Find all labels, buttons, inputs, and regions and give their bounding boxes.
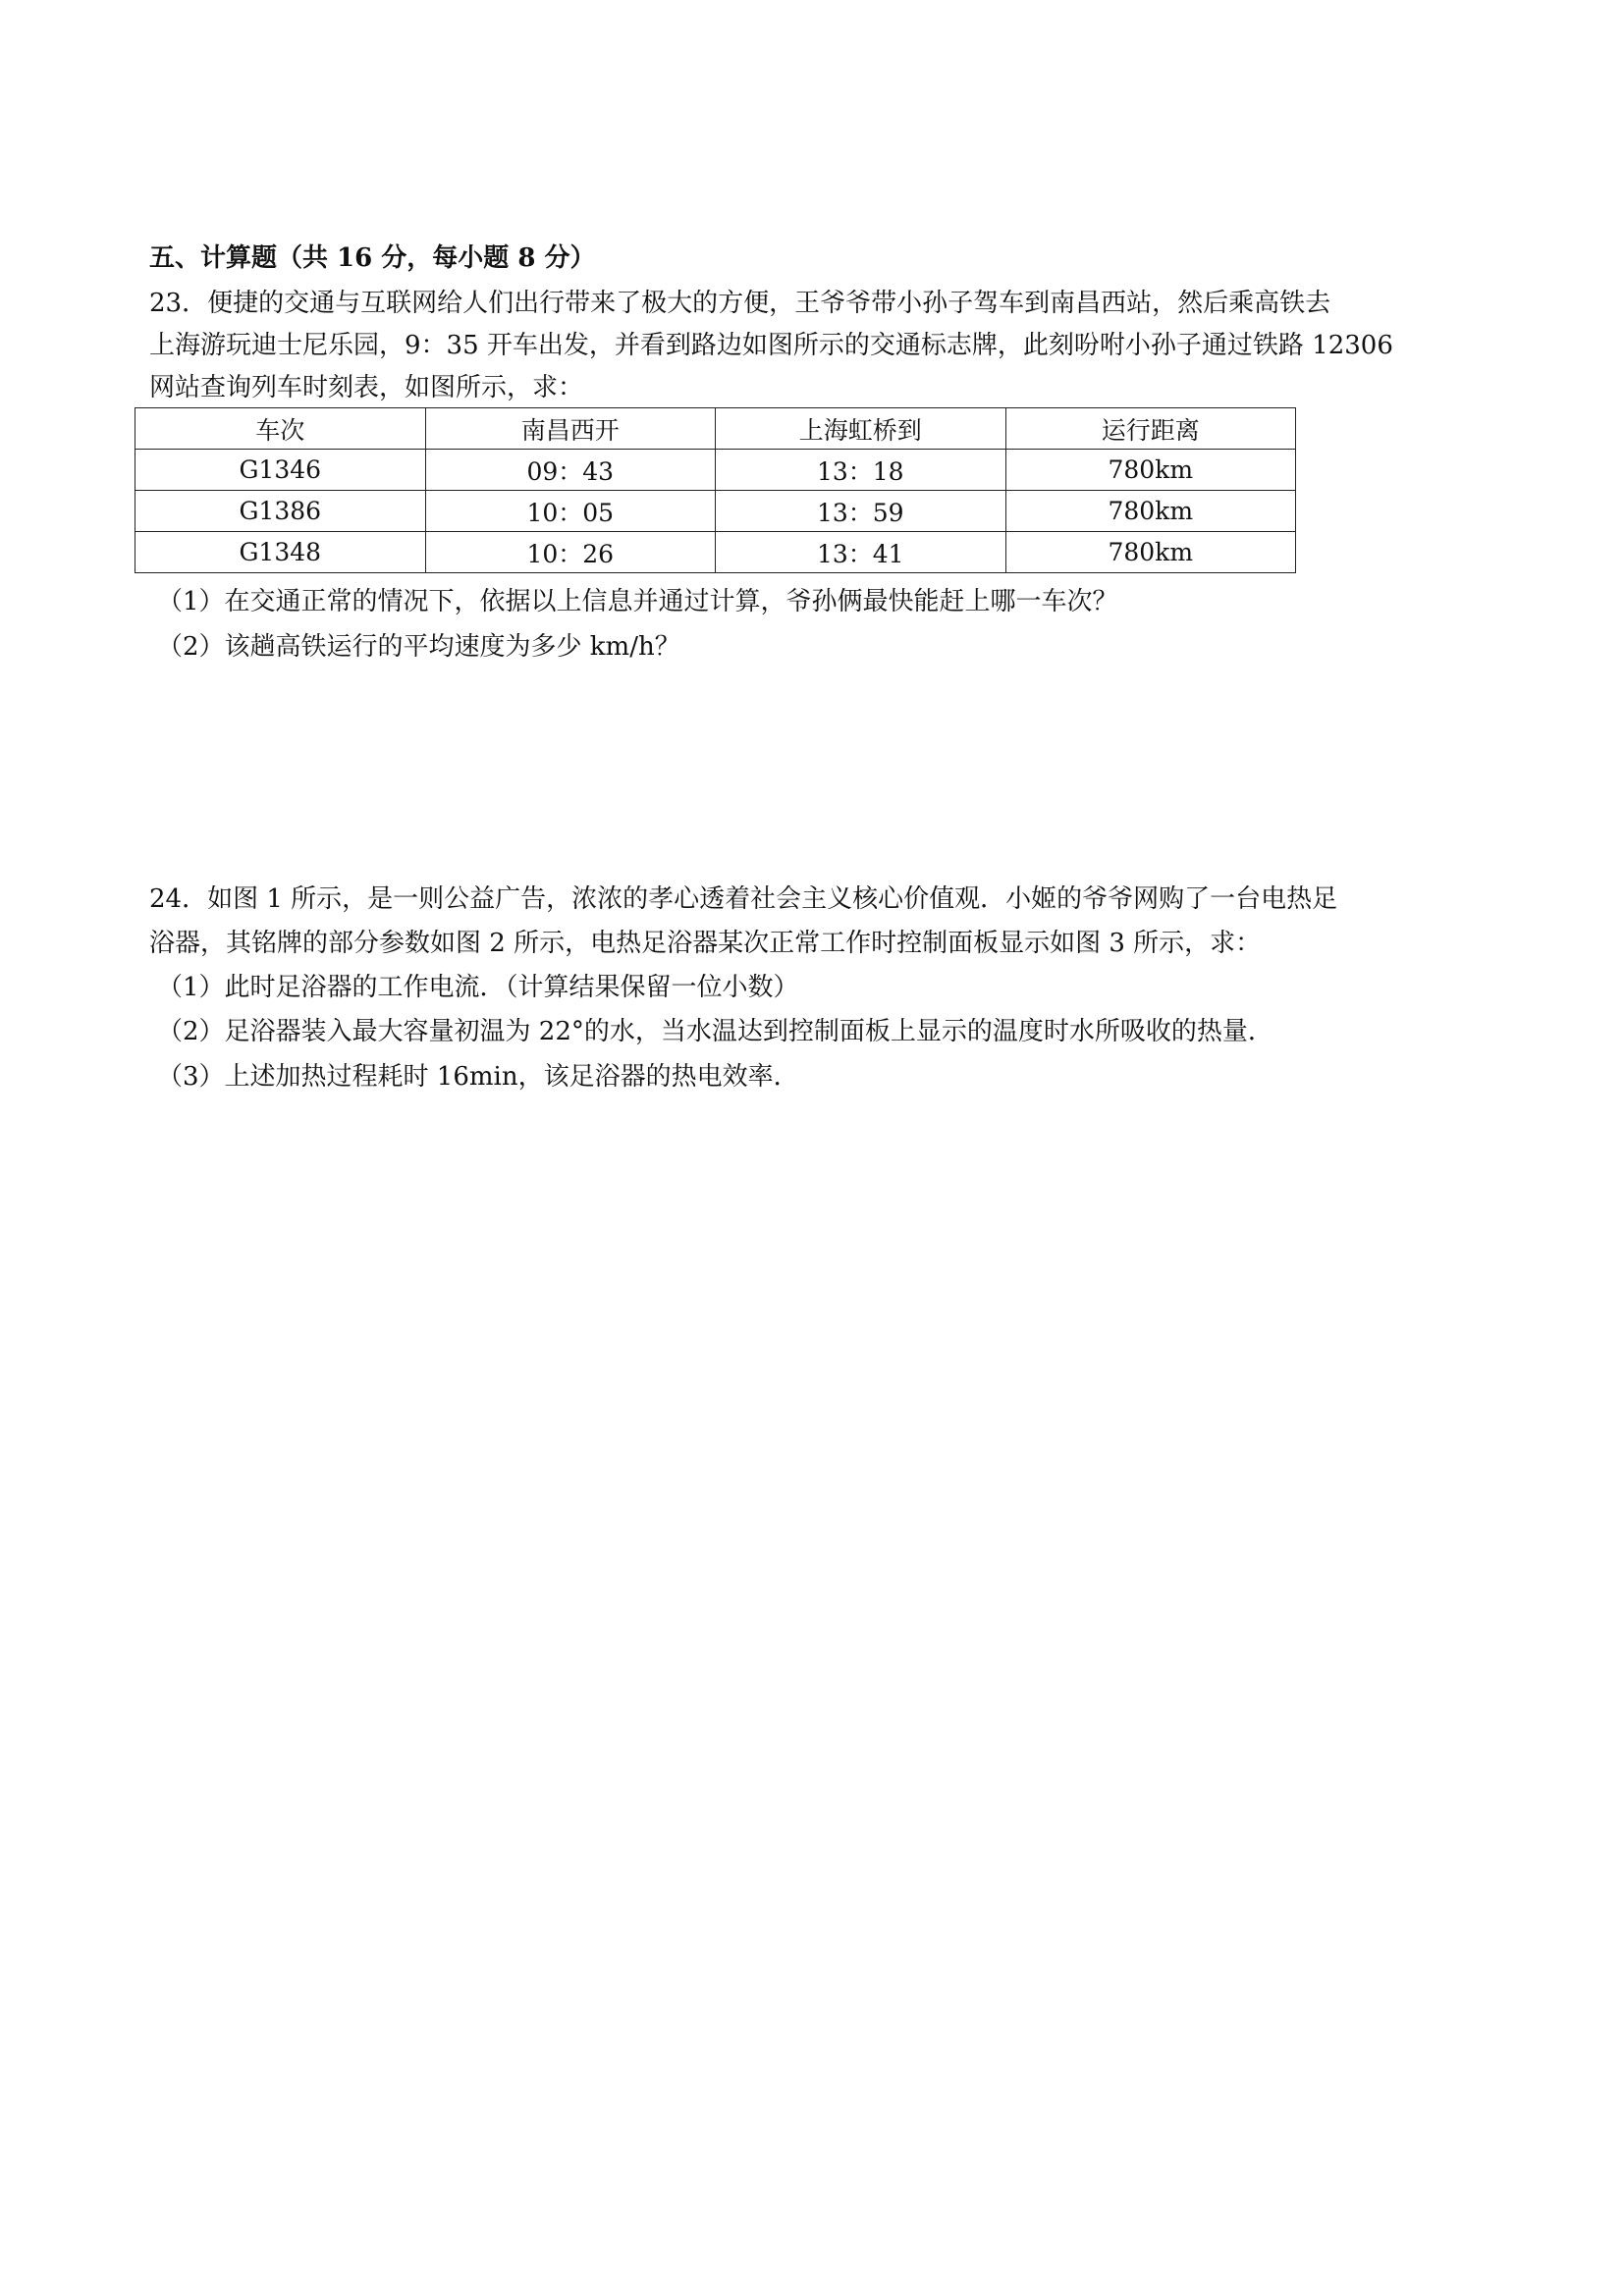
table-row: [135, 450, 1296, 491]
cell-train-number: G1348: [135, 532, 426, 573]
cell-distance: 780km: [1005, 491, 1296, 532]
header-depart-nanchang-west: 南昌西开: [425, 408, 716, 450]
header-arrive-shanghai-hongqiao: 上海虹桥到: [716, 408, 1006, 450]
question-23-line-2: 上海游玩迪士尼乐园，9：35 开车出发，并看到路边如图所示的交通标志牌，此刻吩咐小孙子通过铁路 12306: [149, 331, 1393, 360]
header-distance: 运行距离: [1005, 408, 1296, 450]
question-23-part-1: （1）在交通正常的情况下，依据以上信息并通过计算，爷孙俩最快能赶上哪一车次？: [157, 587, 1118, 616]
cell-depart-time: 10：05: [425, 491, 716, 532]
cell-depart-time: 10：26: [425, 532, 716, 573]
cell-arrive-time: 13：41: [716, 532, 1006, 573]
cell-distance: 780km: [1005, 532, 1296, 573]
table-header-row: [135, 408, 1296, 450]
table-row: [135, 491, 1296, 532]
section-heading: 五、计算题（共 16 分，每小题 8 分）: [149, 243, 596, 273]
question-23-line-1: 23．便捷的交通与互联网给人们出行带来了极大的方便，王爷爷带小孙子驾车到南昌西站，然后乘高铁去: [149, 289, 1331, 318]
cell-train-number: G1346: [135, 450, 426, 491]
cell-arrive-time: 13：59: [716, 491, 1006, 532]
cell-train-number: G1386: [135, 491, 426, 532]
cell-depart-time: 09：43: [425, 450, 716, 491]
question-24-line-2: 浴器，其铭牌的部分参数如图 2 所示，电热足浴器某次正常工作时控制面板显示如图 3 所示，求：: [149, 929, 1262, 958]
header-train-number: 车次: [135, 408, 426, 450]
question-23-line-3: 网站查询列车时刻表，如图所示，求：: [149, 373, 584, 402]
table-row: [135, 532, 1296, 573]
question-24-line-1: 24．如图 1 所示，是一则公益广告，浓浓的孝心透着社会主义核心价值观．小姬的爷爷网购了一台电热足: [149, 884, 1338, 914]
question-24-part-2: （2）足浴器装入最大容量初温为 22°的水，当水温达到控制面板上显示的温度时水所吸收的热量．: [157, 1017, 1273, 1046]
question-23-part-2: （2）该趟高铁运行的平均速度为多少 km/h？: [157, 632, 680, 662]
question-24-part-1: （1）此时足浴器的工作电流．（计算结果保留一位小数）: [157, 973, 799, 1002]
train-timetable: [135, 407, 1296, 573]
question-24-part-3: （3）上述加热过程耗时 16min，该足浴器的热电效率．: [157, 1062, 799, 1092]
cell-arrive-time: 13：18: [716, 450, 1006, 491]
cell-distance: 780km: [1005, 450, 1296, 491]
